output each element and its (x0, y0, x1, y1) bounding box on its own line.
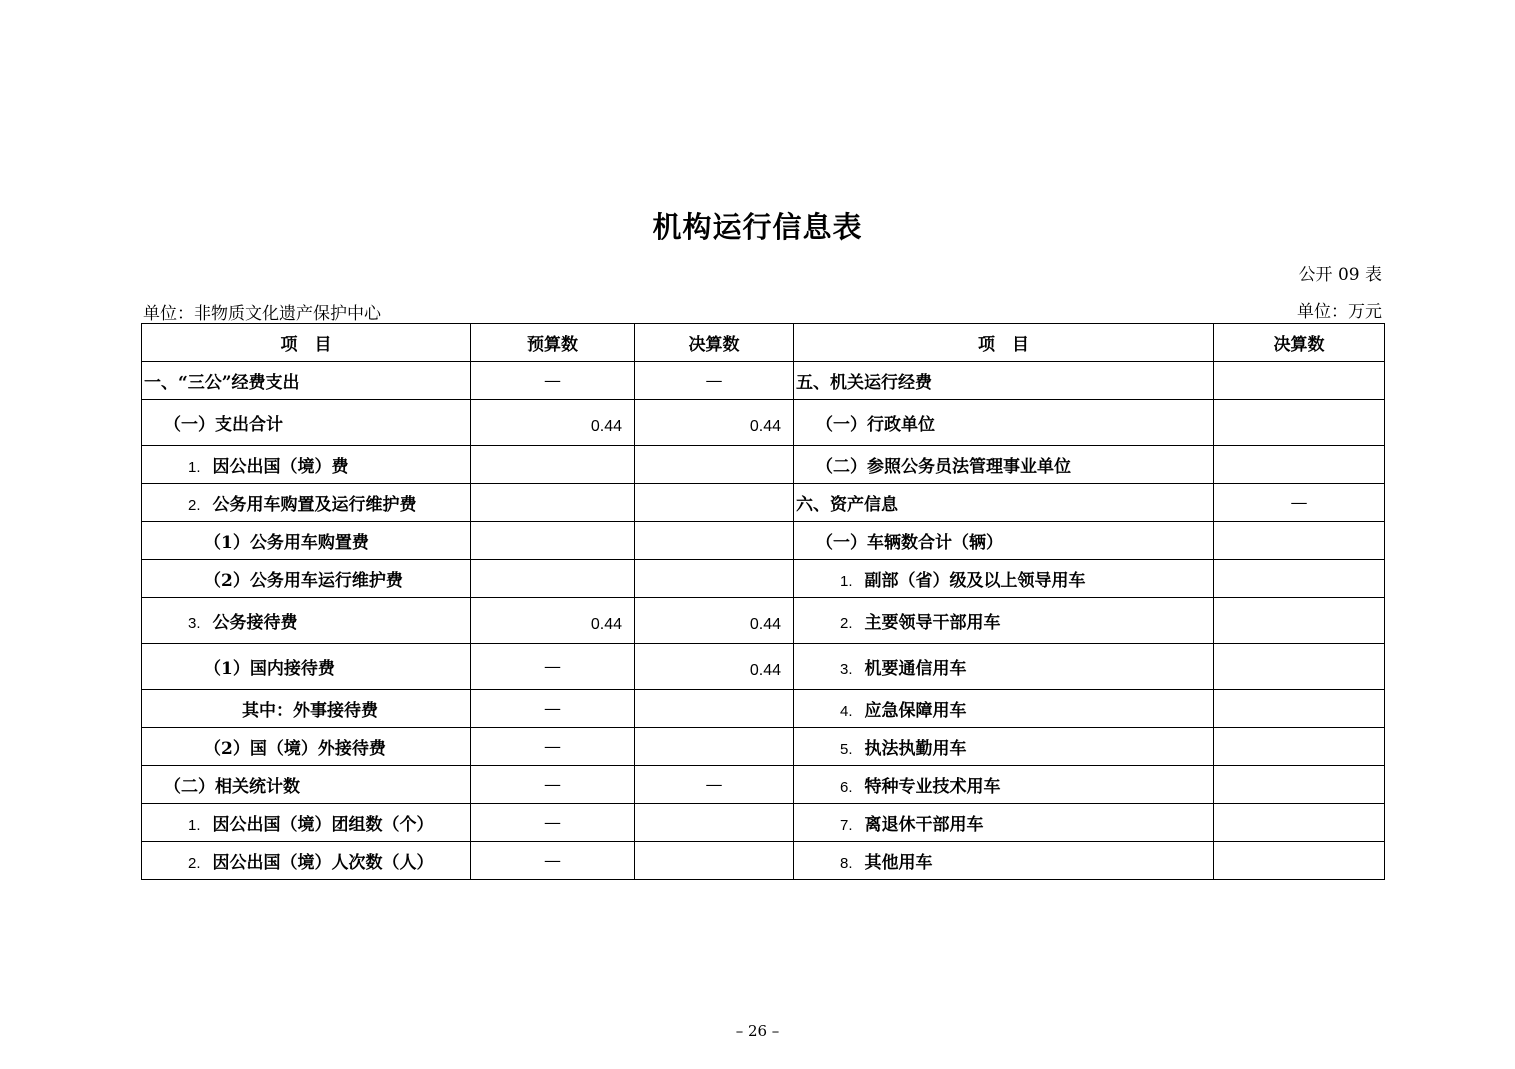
left-item-label: 公务接待费 (212, 613, 298, 633)
left-item-label: （二）相关统计数 (164, 777, 300, 797)
right-item (794, 804, 1214, 842)
right-item-label: 离退休干部用车 (864, 815, 984, 835)
final-cell (635, 728, 794, 766)
table-row (142, 644, 1385, 690)
right-item-number: 7. (840, 817, 853, 834)
right-item-label: 特种专业技术用车 (864, 777, 1001, 797)
right-item (794, 728, 1214, 766)
left-item-number: 1. (188, 817, 201, 834)
left-item-label: 公务用车购置及运行维护费 (212, 495, 417, 515)
budget-cell: — (471, 690, 635, 728)
right-item (794, 446, 1214, 484)
table-row (142, 400, 1385, 446)
left-item-label: 因公出国（境）人次数（人） (212, 853, 434, 873)
page-number: – 26 – (735, 1022, 780, 1040)
table-row (142, 728, 1385, 766)
left-item (142, 560, 471, 598)
right-item (794, 362, 1214, 400)
table-row (142, 560, 1385, 598)
left-item (142, 522, 471, 560)
table-row (142, 446, 1385, 484)
right-item-number: 2. (840, 615, 853, 632)
budget-cell (471, 560, 635, 598)
table-header-row (142, 324, 1385, 362)
right-final-cell (1214, 560, 1385, 598)
budget-cell: — (471, 804, 635, 842)
right-item (794, 644, 1214, 690)
page-title: 机构运行信息表 (652, 210, 863, 244)
left-item-label: （一）支出合计 (164, 415, 283, 435)
final-cell: 0.44 (635, 598, 794, 644)
final-cell (635, 690, 794, 728)
left-item-label: （1）公务用车购置费 (204, 533, 369, 553)
left-item-number: 1. (188, 459, 201, 476)
left-item-number: 2. (188, 855, 201, 872)
final-cell: 0.44 (635, 644, 794, 690)
right-final-cell: — (1214, 484, 1385, 522)
budget-cell: 0.44 (471, 400, 635, 446)
left-item (142, 362, 471, 400)
left-item-number: 2. (188, 497, 201, 514)
table-row (142, 804, 1385, 842)
right-final-cell (1214, 644, 1385, 690)
right-item (794, 522, 1214, 560)
final-cell: — (635, 766, 794, 804)
budget-cell (471, 522, 635, 560)
right-item-number: 1. (840, 573, 853, 590)
info-table (141, 323, 1385, 880)
left-item (142, 842, 471, 880)
reporting-unit: 单位：非物质文化遗产保护中心 (143, 304, 381, 324)
right-item-number: 4. (840, 703, 853, 720)
final-cell (635, 484, 794, 522)
header-item-left: 项 目 (142, 324, 471, 362)
left-item (142, 728, 471, 766)
table-row (142, 522, 1385, 560)
left-item (142, 446, 471, 484)
form-number: 公开 09 表 (1298, 265, 1382, 285)
final-cell (635, 560, 794, 598)
right-item-label: （一）车辆数合计（辆） (816, 533, 1003, 553)
left-item (142, 804, 471, 842)
table-row (142, 842, 1385, 880)
budget-cell: — (471, 766, 635, 804)
header-final-right: 决算数 (1214, 324, 1385, 362)
right-item (794, 690, 1214, 728)
header-final-left: 决算数 (635, 324, 794, 362)
right-final-cell (1214, 522, 1385, 560)
budget-cell: — (471, 842, 635, 880)
right-item-label: 主要领导干部用车 (864, 613, 1001, 633)
left-item-label: 一、“三公”经费支出 (144, 373, 300, 393)
budget-cell: — (471, 362, 635, 400)
right-item-label: （一）行政单位 (816, 415, 935, 435)
left-item-label: 因公出国（境）团组数（个） (212, 815, 434, 835)
left-item (142, 598, 471, 644)
right-final-cell (1214, 446, 1385, 484)
right-item (794, 766, 1214, 804)
left-item (142, 484, 471, 522)
final-cell: 0.44 (635, 400, 794, 446)
header-item-right: 项 目 (794, 324, 1214, 362)
header-budget: 预算数 (471, 324, 635, 362)
left-item-label: （2）公务用车运行维护费 (204, 571, 403, 591)
table-row (142, 484, 1385, 522)
right-item-number: 3. (840, 661, 853, 678)
right-item-label: 副部（省）级及以上领导用车 (864, 571, 1086, 591)
right-item-number: 6. (840, 779, 853, 796)
left-item-label: 因公出国（境）费 (212, 457, 349, 477)
budget-cell: 0.44 (471, 598, 635, 644)
right-item (794, 484, 1214, 522)
right-item-label: 机要通信用车 (864, 659, 967, 679)
table-row (142, 690, 1385, 728)
right-item-label: 六、资产信息 (796, 495, 898, 515)
right-item (794, 842, 1214, 880)
right-item-number: 8. (840, 855, 853, 872)
left-item-label: （1）国内接待费 (204, 659, 335, 679)
currency-unit: 单位：万元 (1297, 302, 1382, 322)
left-item (142, 766, 471, 804)
table-row (142, 766, 1385, 804)
final-cell (635, 446, 794, 484)
final-cell (635, 804, 794, 842)
right-final-cell (1214, 362, 1385, 400)
budget-cell (471, 446, 635, 484)
final-cell (635, 842, 794, 880)
right-item-label: 执法执勤用车 (864, 739, 967, 759)
left-item (142, 690, 471, 728)
left-item (142, 644, 471, 690)
right-final-cell (1214, 804, 1385, 842)
budget-cell: — (471, 728, 635, 766)
right-item (794, 400, 1214, 446)
right-final-cell (1214, 690, 1385, 728)
right-final-cell (1214, 598, 1385, 644)
final-cell: — (635, 362, 794, 400)
left-item-label: （2）国（境）外接待费 (204, 739, 386, 759)
final-cell (635, 522, 794, 560)
right-item (794, 598, 1214, 644)
left-item-label: 其中：外事接待费 (242, 701, 378, 721)
right-item-label: 其他用车 (864, 853, 933, 873)
right-final-cell (1214, 766, 1385, 804)
right-final-cell (1214, 400, 1385, 446)
right-item (794, 560, 1214, 598)
budget-cell: — (471, 644, 635, 690)
left-item (142, 400, 471, 446)
right-item-label: 五、机关运行经费 (796, 373, 932, 393)
table-row (142, 362, 1385, 400)
right-item-number: 5. (840, 741, 853, 758)
right-final-cell (1214, 728, 1385, 766)
table-row (142, 598, 1385, 644)
budget-cell (471, 484, 635, 522)
right-item-label: 应急保障用车 (864, 701, 967, 721)
left-item-number: 3. (188, 615, 201, 632)
right-final-cell (1214, 842, 1385, 880)
right-item-label: （二）参照公务员法管理事业单位 (816, 457, 1071, 477)
